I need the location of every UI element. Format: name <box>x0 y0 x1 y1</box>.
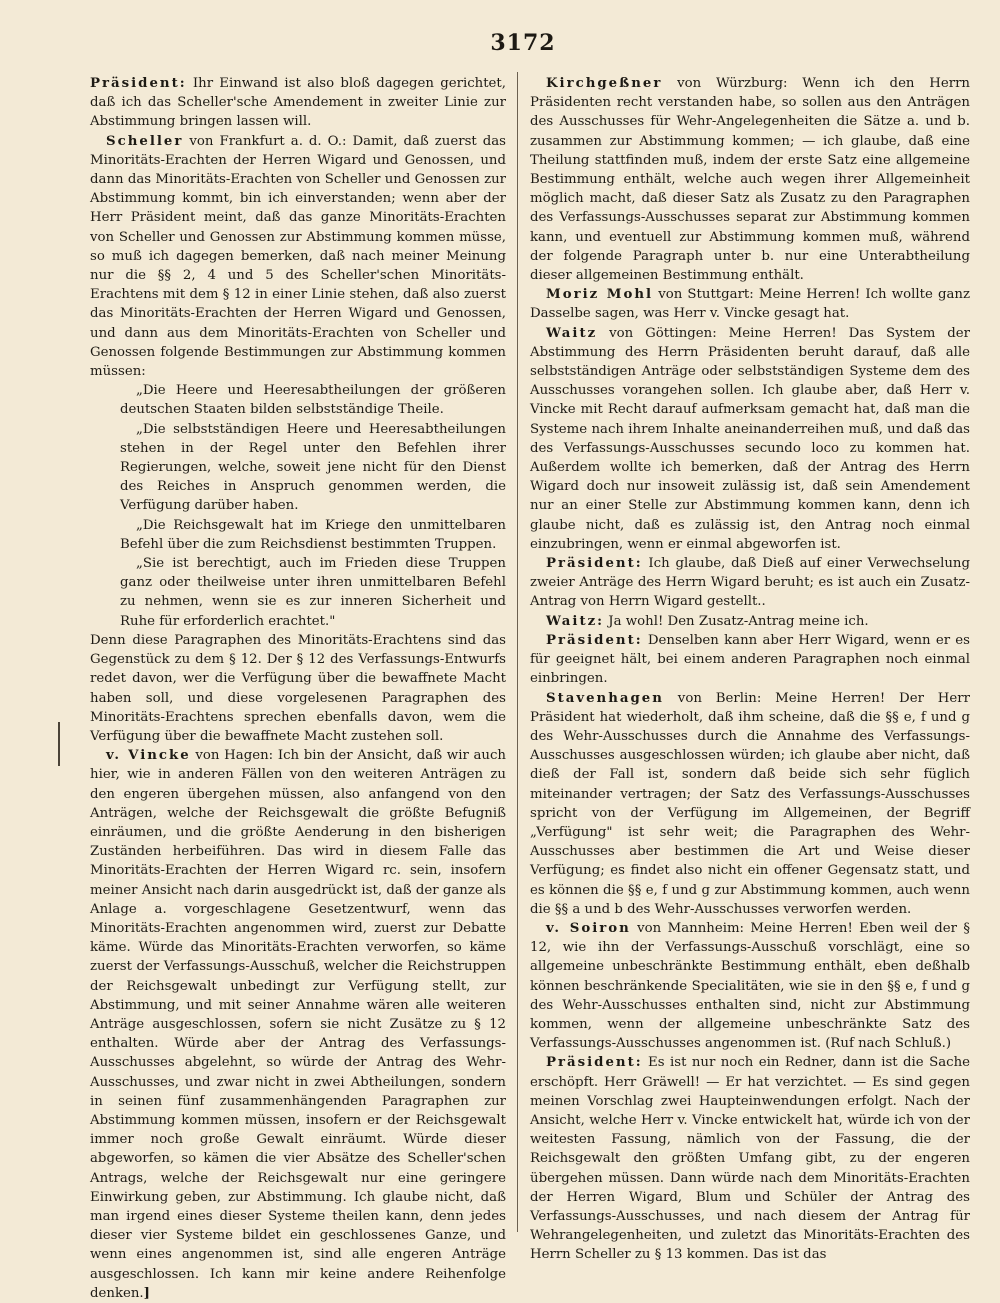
speech-paragraph <box>90 746 506 1303</box>
speaker-name: v. Soiron <box>546 920 631 936</box>
speaker-name: Moriz Mohl <box>546 287 654 303</box>
quoted-paragraph: „Die selbstständigen Heere und Heeresabtheilungen stehen in der Regel unter den Befehlen ihrer Regierungen, welche, soweit jene nicht für den Dienst des Reiches in Anspruch genommen werden, die Verfügung darüber haben. <box>120 421 506 514</box>
speech-text: von Mannheim: Meine Herren! Eben weil der § 12, wie ihn der Verfassungs-Ausschuß vorschlägt, eine so allgemeine unbeschränkte Bestimmung enthält, eben deßhalb können beschränkende Specialitäten, wie sie in den §§ e, f und g des Wehr-Ausschusses enthalten sind, nicht zur Abstimmung kommen, wenn der allgemeine unbeschränkte Satz des Verfassungs-Ausschusses angenommen ist. (Ruf nach Schluß.) <box>530 920 970 1052</box>
quoted-paragraph: „Die Heere und Heeresabtheilungen der größeren deutschen Staaten bilden selbstständige Theile. <box>120 383 506 418</box>
speech-paragraph <box>530 919 970 1053</box>
speaker-name: Stavenhagen <box>546 690 664 706</box>
quoted-paragraph: „Sie ist berechtigt, auch im Frieden diese Truppen ganz oder theilweise unter ihren unmittelbaren Befehl zu nehmen, wenn sie es zur inneren Sicherheit und Ruhe für erforderlich erachtet." <box>120 556 506 629</box>
speech-text: von Stuttgart: Meine Herren! Ich wollte ganz Dasselbe sagen, was Herr v. Vincke gesagt hat. <box>530 287 970 322</box>
speech-paragraph <box>530 324 970 554</box>
speech-paragraph <box>90 74 506 132</box>
speaker-name: Präsident: <box>90 76 187 91</box>
left-column <box>90 74 506 1303</box>
speech-text: von Berlin: Meine Herren! Der Herr Präsident hat wiederholt, daß ihm scheine, daß die §§ e, f und g des Wehr-Ausschusses durch die Annahme des Verfassungs-Ausschusses ausgeschlossen würden; ich glaube aber nicht, daß dieß der Fall ist, sondern daß beide sich sehr füglich miteinander vertragen; der Satz des Verfassungs-Ausschusses spricht von der Verfügung im Allgemeinen, der Begriff „Verfügung" ist sehr weit; die Paragraphen des Wehr-Ausschusses aber bestimmen die Art und Weise dieser Verfügung; es findet also nicht ein offener Gegensatz statt, und es können die §§ e, f und g zur Abstimmung kommen, auch wenn die §§ a und b des Wehr-Ausschusses verworfen werden. <box>530 690 970 917</box>
speech-text: von Göttingen: Meine Herren! Das System der Abstimmung des Herrn Präsidenten beruht darauf, daß alle selbstständigen Anträge oder selbstständigen Systeme dem des Ausschusses vorangehen sollen. Ich glaube aber, daß Herr v. Vincke mit Recht darauf aufmerksam gemacht hat, daß man die Systeme nach ihrem Inhalte aneinanderreihen muß, und daß das des Verfassungs-Ausschusses secundo loco zu kommen hat. Außerdem wollte ich bemerken, daß der Antrag des Herrn Wigard doch nur insoweit zulässig ist, daß sein Amendement nur an einer Stelle zur Abstimmung kommen kann, denn ich glaube nicht, daß es zulässig ist, den Antrag noch einmal einzubringen, wenn er einmal abgeworfen ist. <box>530 325 970 552</box>
body-paragraph: Denn diese Paragraphen des Minoritäts-Erachtens sind das Gegenstück zu dem § 12. Der § 12 des Verfassungs-Entwurfs redet davon, wer die Verfügung über die bewaffnete Macht haben soll, und diese vorgelesenen Paragraphen des Minoritäts-Erachtens sprechen ebenfalls davon, wem die Verfügung über die bewaffnete Macht zustehen soll. <box>90 632 506 744</box>
speaker-name: v. Vincke <box>106 748 191 764</box>
speech-paragraph <box>530 285 970 323</box>
column-divider <box>517 72 518 1232</box>
speech-paragraph <box>530 631 970 689</box>
speech-text: von Frankfurt a. d. O.: Damit, daß zuerst das Minoritäts-Erachten der Herren Wigard und Genossen, und dann das Minoritäts-Erachten von Scheller und Genossen zur Abstimmung kommt, bin ich einverstanden; wenn aber der Herr Präsident meint, daß das ganze Minoritäts-Erachten von Scheller und Genossen zur Abstimmung kommen müsse, so muß ich dagegen bemerken, daß nach meiner Meinung nur die §§ 2, 4 und 5 des Scheller'schen Minoritäts-Erachtens mit dem § 12 in einer Linie stehen, daß also zuerst das Minoritäts-Erachten der Herren Wigard und Genossen, und dann aus dem Minoritäts-Erachten von Scheller und Genossen folgende Bestimmungen zur Abstimmung kommen müssen: <box>90 133 506 380</box>
speech-paragraph <box>530 554 970 612</box>
speech-text: von Hagen: Ich bin der Ansicht, daß wir auch hier, wie in anderen Fällen von den weiteren Anträgen zu den engeren übergehen müssen, also anfangend von den Anträgen, welche der Reichsgewalt die größte Befugniß einräumen, und die größte Aenderung in den bisherigen Zuständen herbeiführen. Das wird in diesem Falle das Minoritäts-Erachten der Herren Wigard rc. sein, insofern meiner Ansicht nach darin ausgedrückt ist, daß der ganze als Anlage a. vorgeschlagene Gesetzentwurf, wenn das Minoritäts-Erachten angenommen wird, zuerst zur Debatte käme. Würde das Minoritäts-Erachten verworfen, so käme zuerst der Verfassungs-Ausschuß, welcher die Reichstruppen der Reichsgewalt unbedingt zur Verfügung stellt, zur Abstimmung, und mit seiner Annahme wären alle weiteren Anträge ausgeschlossen, sofern sie nicht Zusätze zu § 12 enthalten. Würde aber der Antrag des Verfassungs-Ausschusses abgelehnt, so würde der Antrag des Wehr-Ausschusses, und zwar nicht in zwei Abtheilungen, sondern in seinen fünf zusammenhängenden Paragraphen zur Abstimmung kommen müssen, insofern er der Reichsgewalt immer noch große Gewalt einräumt. Würde dieser abgeworfen, so kämen die vier Absätze des Scheller'schen Antrags, welche der Reichsgewalt nur eine geringere Einwirkung geben, zur Abstimmung. Ich glaube nicht, daß man irgend eines dieser Systeme theilen kann, denn jedes dieser vier Systeme bildet ein geschlossenes Ganze, und wenn eines angenommen ist, sind alle engeren Anträge ausgeschlossen. Ich kann mir keine andere Reihenfolge denken. <box>90 748 506 1301</box>
page-number: 3172 <box>490 30 556 56</box>
right-column <box>530 74 970 1265</box>
speaker-name: Präsident: <box>546 556 643 572</box>
speech-paragraph <box>530 1053 970 1264</box>
speaker-name: Waitz <box>546 325 598 341</box>
speaker-name: Präsident: <box>546 632 643 648</box>
speech-paragraph <box>530 612 970 631</box>
speaker-name: Waitz: <box>546 613 605 629</box>
speaker-name: Scheller <box>106 133 184 149</box>
speech-text: von Würzburg: Wenn ich den Herrn Präsidenten recht verstanden habe, so sollen aus den Anträgen des Ausschusses für Wehr-Angelegenheiten die Sätze a. und b. zusammen zur Abstimmung kommen; — ich glaube, daß eine Theilung stattfinden muß, indem der erste Satz eine allgemeine Bestimmung enthält, welche auch wegen ihrer Allgemeinheit möglich macht, daß dieser Satz als Zusatz zu den Paragraphen des Verfassungs-Ausschusses separat zur Abstimmung kommen kann, und eventuell zur Abstimmung kommen muß, während der folgende Paragraph unter b. nur eine Unterabtheilung dieser allgemeinen Bestimmung enthält. <box>530 76 970 284</box>
speech-text: Ich glaube, daß Dieß auf einer Verwechselung zweier Anträge des Herrn Wigard beruht; es ist auch ein Zusatz-Antrag von Herrn Wigard gestellt.. <box>530 556 970 610</box>
speech-text: Ihr Einwand ist also bloß dagegen gerichtet, daß ich das Scheller'sche Amendement in zweiter Linie zur Abstimmung bringen lassen will. <box>90 76 506 130</box>
speech-text: Denselben kann aber Herr Wigard, wenn er es für geeignet hält, bei einem anderen Paragraphen noch einmal einbringen. <box>530 632 970 687</box>
end-bracket: ] <box>143 1285 150 1301</box>
speech-paragraph <box>530 689 970 919</box>
quoted-paragraph: „Die Reichsgewalt hat im Kriege den unmittelbaren Befehl über die zum Reichsdienst bestimmten Truppen. <box>120 517 506 552</box>
speech-paragraph <box>530 74 970 285</box>
speech-text: Ja wohl! Den Zusatz-Antrag meine ich. <box>604 613 869 629</box>
speaker-name: Präsident: <box>546 1055 643 1071</box>
margin-mark <box>58 722 60 766</box>
speech-paragraph <box>90 132 506 382</box>
speech-text: Es ist nur noch ein Redner, dann ist die Sache erschöpft. Herr Gräwell! — Er hat verzichtet. — Es sind gegen meinen Vorschlag zwei Haupteinwendungen erfolgt. Nach der Ansicht, welche Herr v. Vincke entwickelt hat, würde ich von der weitesten Fassung, nämlich von der Fassung, die der Reichsgewalt den größten Umfang gibt, zu der engeren übergehen müssen. Dann würde nach dem Minoritäts-Erachten der Herren Wigard, Blum und Schüler der Antrag des Verfassungs-Ausschusses, und nach diesem der Antrag für Wehrangelegenheiten, und zuletzt das Minoritäts-Erachten des Herrn Scheller zu § 13 kommen. Das ist das <box>530 1055 970 1263</box>
speaker-name: Kirchgeßner <box>546 76 663 91</box>
